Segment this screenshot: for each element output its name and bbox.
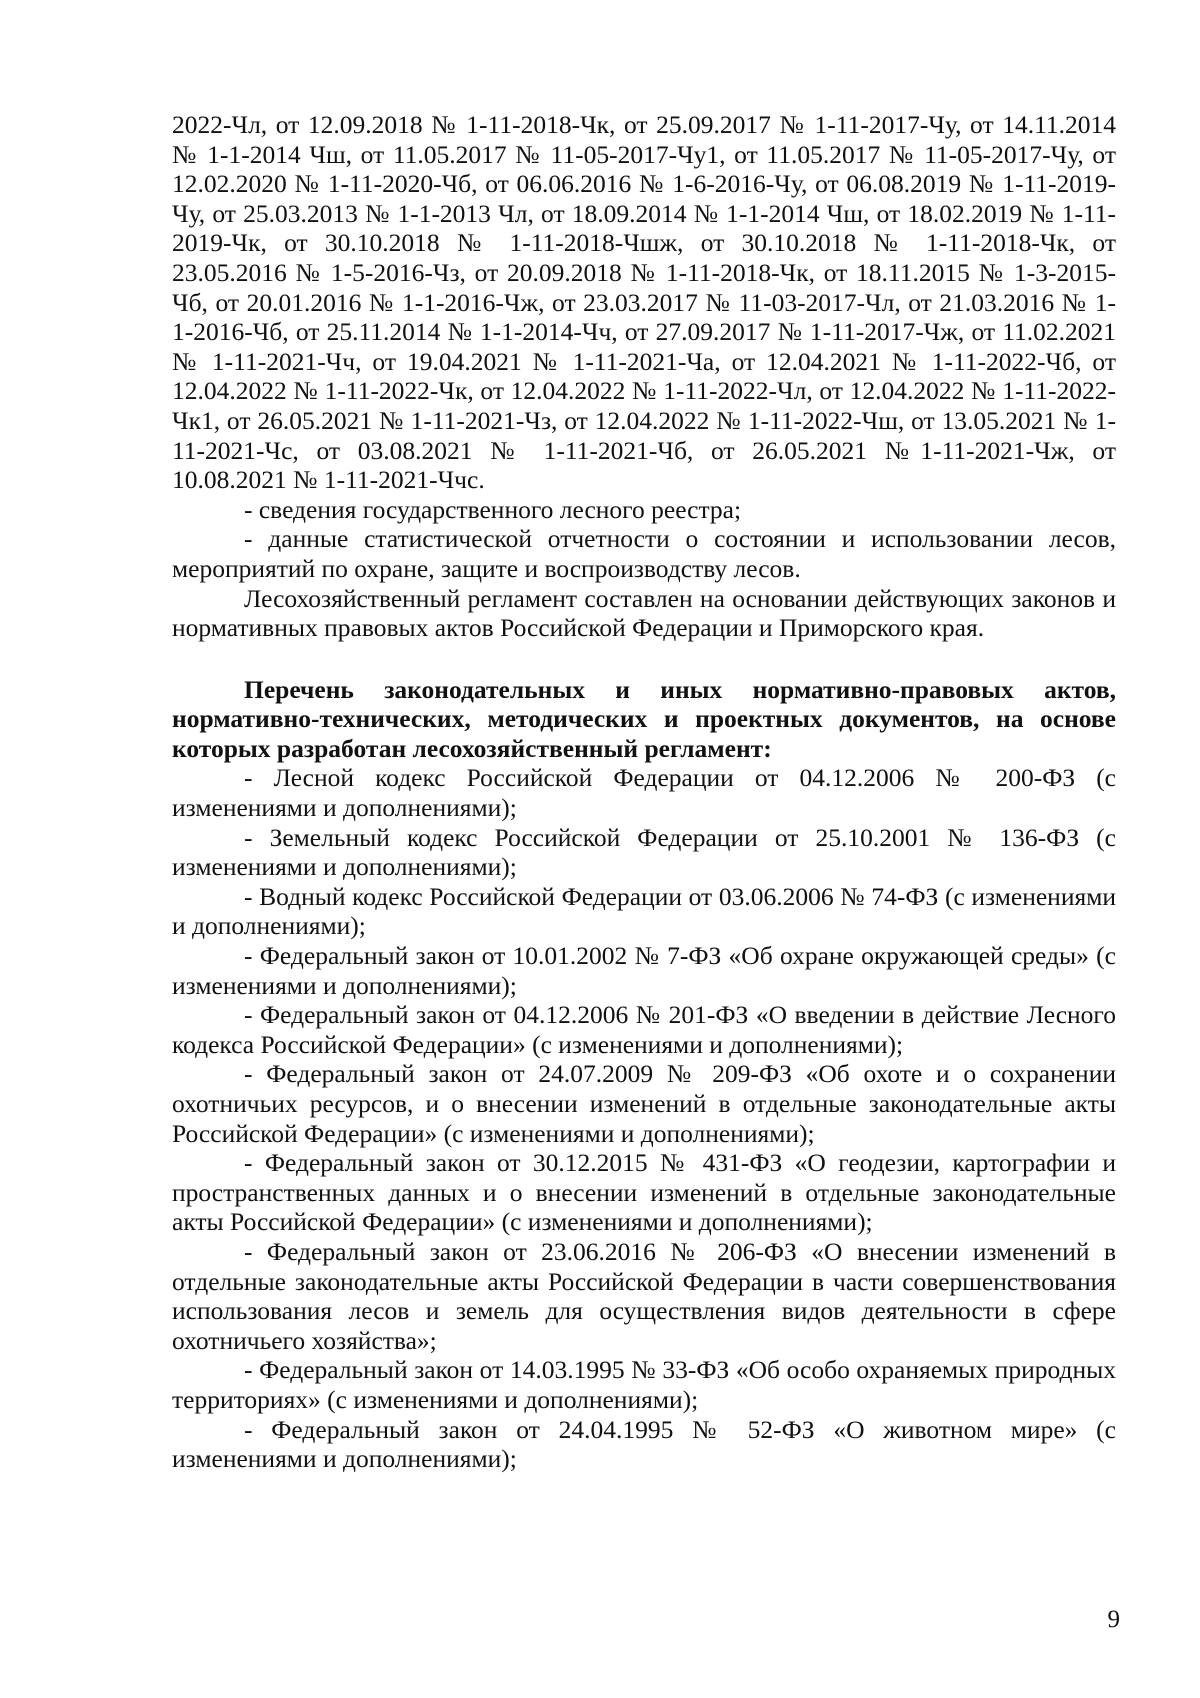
act-item: - Федеральный закон от 14.03.1995 № 33-ФЗ «Об особо охраняемых природных территориях» (с изменениями и дополнениями);	[172, 1355, 1116, 1414]
act-item: - Водный кодекс Российской Федерации от 03.06.2006 № 74-ФЗ (с изменениями и дополнениями);	[172, 881, 1116, 941]
act-item: - Федеральный закон от 23.06.2016 № 206-ФЗ «О внесении изменений в отдельные законодательные акты Российской Федерации в части совершенствования использования лесов и земель для осуществления видов деятельности в сфере охотничьего хозяйства»;	[172, 1236, 1116, 1355]
section-heading: Перечень законодательных и иных нормативно-правовых актов, нормативно-технических, методических и проектных документов, на основе которых разработан лесохозяйственный регламент:	[172, 674, 1116, 763]
continuation-paragraph: 2022-Чл, от 12.09.2018 № 1-11-2018-Чк, от 25.09.2017 № 1-11-2017-Чу, от 14.11.2014 № 1-1-2014 Чш, от 11.05.2017 № 11-05-2017-Чу1, от 11.05.2017 № 11-05-2017-Чу, от 12.02.2020 № 1-11-2020-Чб, от 06.06.2016 № 1-6-2016-Чу, от 06.08.2019 № 1-11-2019-Чу, от 25.03.2013 № 1-1-2013 Чл, от 18.09.2014 № 1-1-2014 Чш, от 18.02.2019 № 1-11-2019-Чк, от 30.10.2018 № 1-11-2018-Чшж, от 30.10.2018 № 1-11-2018-Чк, от 23.05.2016 № 1-5-2016-Чз, от 20.09.2018 № 1-11-2018-Чк, от 18.11.2015 № 1-3-2015-Чб, от 20.01.2016 № 1-1-2016-Чж, от 23.03.2017 № 11-03-2017-Чл, от 21.03.2016 № 1-1-2016-Чб, от 25.11.2014 № 1-1-2014-Чч, от 27.09.2017 № 1-11-2017-Чж, от 11.02.2021 № 1-11-2021-Чч, от 19.04.2021 № 1-11-2021-Ча, от 12.04.2021 № 1-11-2022-Чб, от 12.04.2022 № 1-11-2022-Чк, от 12.04.2022 № 1-11-2022-Чл, от 12.04.2022 № 1-11-2022-Чк1, от 26.05.2021 № 1-11-2021-Чз, от 12.04.2022 № 1-11-2022-Чш, от 13.05.2021 № 1-11-2021-Чс, от 03.08.2021 № 1-11-2021-Чб, от 26.05.2021 №1-11-2021-Чж, от 10.08.2021 № 1-11-2021-Ччс.	[172, 110, 1116, 495]
document-page	[172, 110, 1116, 1474]
act-item: - Лесной кодекс Российской Федерации от 04.12.2006 № 200-ФЗ (с изменениями и дополнениями);	[172, 763, 1116, 823]
act-item: - Федеральный закон от 10.01.2002 № 7-ФЗ «Об охране окружающей среды» (с изменениями и дополнениями);	[172, 941, 1116, 1000]
basis-paragraph: Лесохозяйственный регламент составлен на основании действующих законов и нормативных правовых актов Российской Федерации и Приморского края.	[172, 583, 1116, 643]
act-item: - Земельный кодекс Российской Федерации от 25.10.2001 № 136-ФЗ (с изменениями и дополнениями);	[172, 822, 1116, 882]
act-item: - Федеральный закон от 30.12.2015 № 431-ФЗ «О геодезии, картографии и пространственных данных и о внесении изменений в отдельные законодательные акты Российской Федерации» (с изменениями и дополнениями);	[172, 1148, 1116, 1237]
list-item: - данные статистической отчетности о состоянии и использовании лесов, мероприятий по охране, защите и воспроизводству лесов.	[172, 524, 1116, 583]
list-item: - сведения государственного лесного реестра;	[244, 494, 742, 524]
act-item: - Федеральный закон от 04.12.2006 № 201-ФЗ «О введении в действие Лесного кодекса Российской Федерации» (с изменениями и дополнениями);	[172, 1000, 1116, 1059]
act-item: - Федеральный закон от 24.04.1995 № 52-ФЗ «О животном мире» (с изменениями и дополнениями);	[172, 1414, 1116, 1474]
act-item: - Федеральный закон от 24.07.2009 № 209-ФЗ «Об охоте и о сохранении охотничьих ресурсов, и о внесении изменений в отдельные законодательные акты Российской Федерации» (с изменениями и дополнениями);	[172, 1059, 1116, 1148]
page-number: 9	[1107, 1606, 1120, 1633]
